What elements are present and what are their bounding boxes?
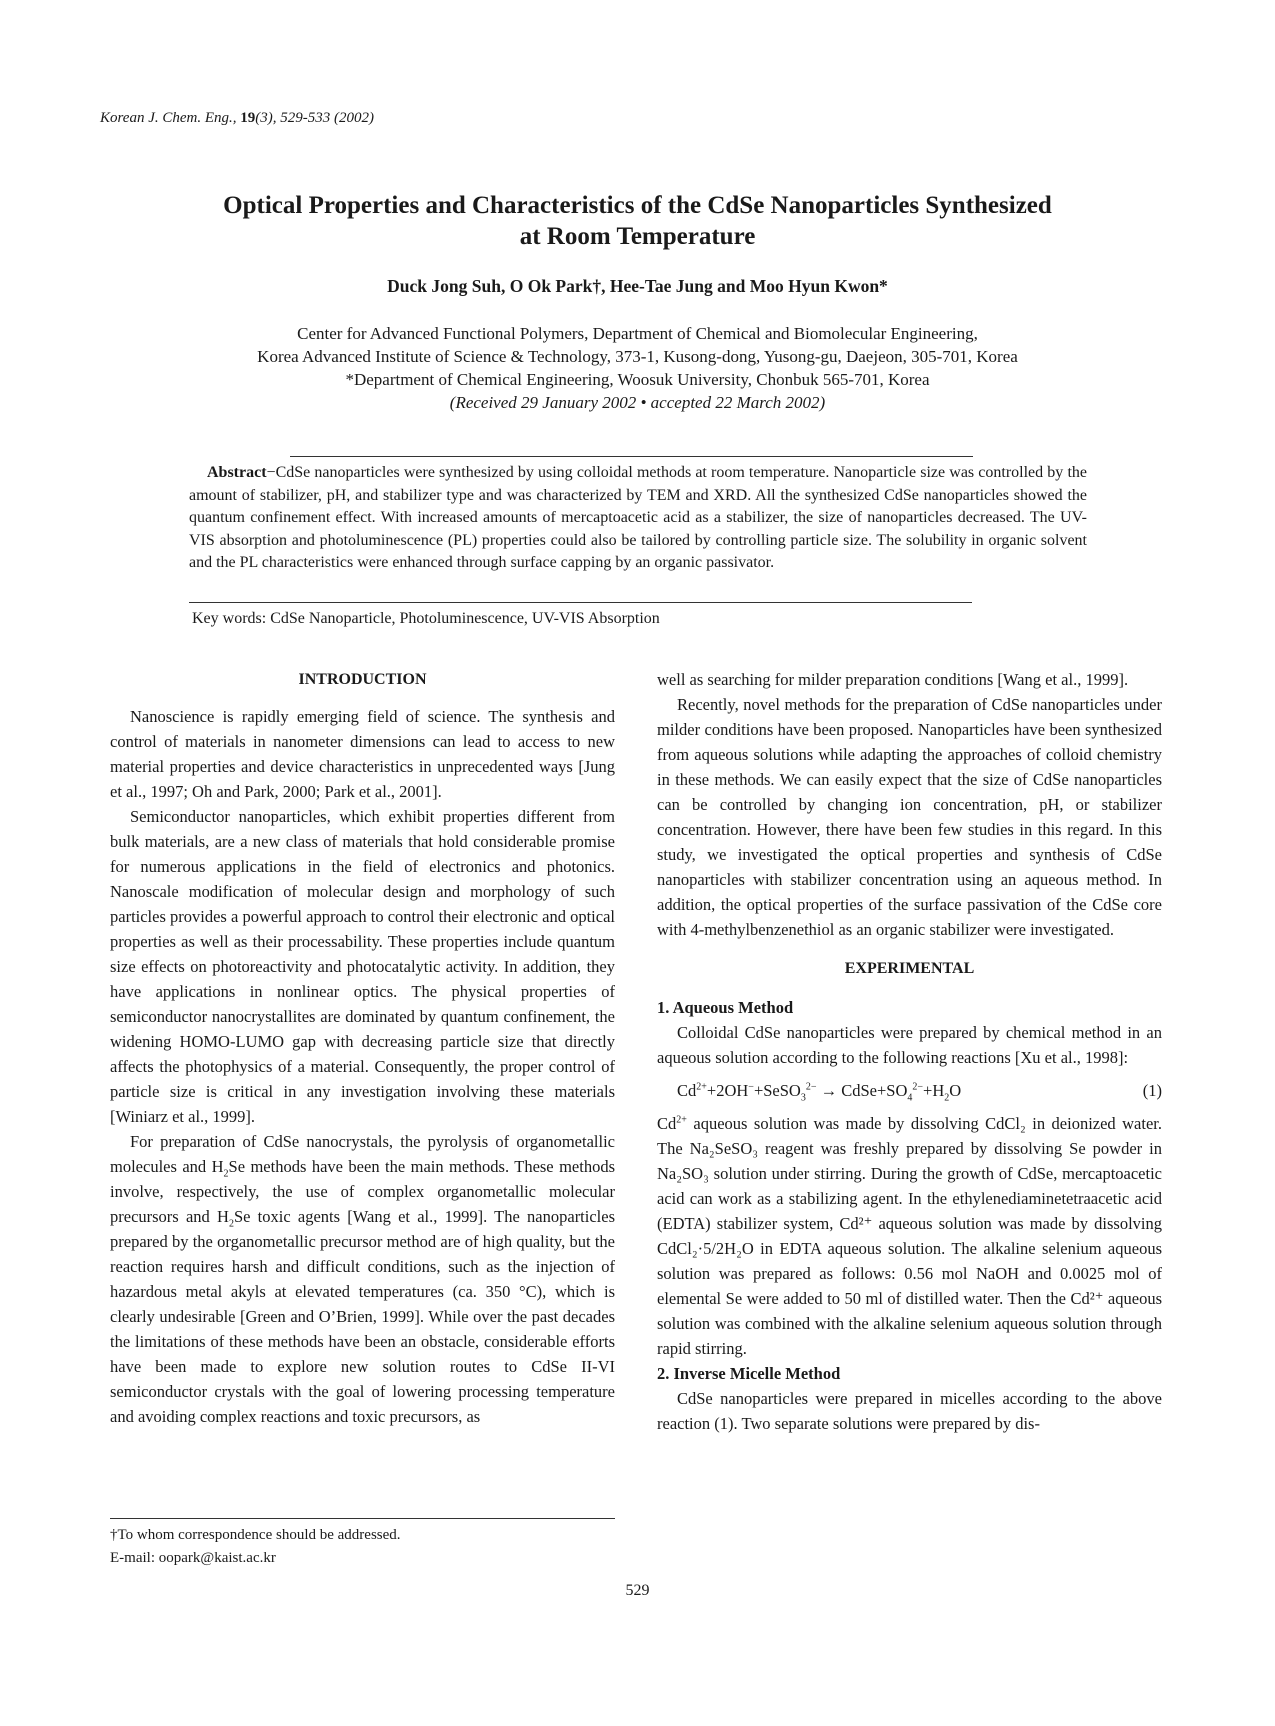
abstract-label: Abstract [207, 464, 267, 481]
paragraph: Semiconductor nanoparticles, which exhibit properties different from bulk materials, are a new class of materials that hold considerable promise for numerous applications in the field of electronics and photonics. Nanoscale modification of molecular design and morphology of such particles provides a powerful approach to control their electronic and optical properties as well as their processability. These properties include quantum size effects on photoreactivity and photocatalytic activity. In addition, they have applications in nonlinear optics. The physical properties of semiconductor nanocrystallites are dominated by quantum confinement, the widening HOMO-LUMO gap with decreasing particle size that directly affects the photophysics of a material. Consequently, the proper control of particle size is critical in any investigation involving these materials [Winiarz et al., 1999]. [110, 807, 615, 1126]
paragraph: Recently, novel methods for the preparation of CdSe nanoparticles under milder conditions have been proposed. Nanoparticles have been synthesized from aqueous solutions while adapting the approaches of colloid chemistry in these methods. We can easily expect that the size of CdSe nanoparticles can be controlled by changing ion concentration, pH, or stabilizer concentration. However, there have been few studies in this regard. In this study, we investigated the optical properties and synthesis of CdSe nanoparticles with stabilizer concentration using an aqueous method. In addition, the optical properties of the surface passivation of the CdSe core with 4-methylbenzenethiol as an organic stabilizer were investigated. [657, 695, 1162, 939]
affiliation-line: Korea Advanced Institute of Science & Technology, 373-1, Kusong-dong, Yusong-gu, Daejeon, 305-701, Korea [257, 347, 1018, 366]
footnote-email: E-mail: oopark@kaist.ac.kr [110, 1550, 276, 1566]
title-line-1: Optical Properties and Characteristics of the CdSe Nanoparticles Synthesized [223, 192, 1052, 219]
equation-number: (1) [1142, 1081, 1162, 1100]
section-heading-introduction: INTRODUCTION [298, 671, 427, 688]
paragraph: CdSe nanoparticles were prepared in micelles according to the above reaction (1). Two separate solutions were prepared by dis- [657, 1389, 1162, 1433]
author-list: Duck Jong Suh, O Ok Park†, Hee-Tae Jung and Moo Hyun Kwon* [387, 276, 888, 296]
subsection-heading: 2. Inverse Micelle Method [657, 1364, 841, 1383]
affiliation-line: *Department of Chemical Engineering, Woosuk University, Chonbuk 565-701, Korea [345, 370, 930, 389]
abstract-text: −CdSe nanoparticles were synthesized by using colloidal methods at room temperature. Nanoparticle size was controlled by the amount of stabilizer, pH, and stabilizer type and was characterized by TEM and XRD. All the synthesized CdSe nanoparticles showed the quantum confinement effect. With increased amounts of mercaptoacetic acid as a stabilizer, the size of nanoparticles decreased. The UV-VIS absorption and photoluminescence (PL) properties could also be tailored by controlling particle size. The solubility in organic solvent and the PL characteristics were enhanced through surface capping by an organic passivator. [189, 464, 1087, 571]
footnote-rule [110, 1518, 615, 1519]
page-number: 529 [625, 1582, 650, 1599]
paper-title [120, 190, 1155, 252]
equation-1 [657, 1078, 1162, 1103]
paragraph: well as searching for milder preparation conditions [Wang et al., 1999]. [657, 670, 1129, 689]
title-line-2: at Room Temperature [519, 223, 756, 250]
journal-citation: Korean J. Chem. Eng., 19(3), 529-533 (2002) [100, 110, 374, 126]
paragraph: Colloidal CdSe nanoparticles were prepared by chemical method in an aqueous solution according to the following reactions [Xu et al., 1998]: [657, 1023, 1162, 1067]
paragraph: For preparation of CdSe nanocrystals, the pyrolysis of organometallic molecules and $H_2Se$ methods have been the main methods. These methods involve, respectively, the use of complex organometallic molecular precursors and $H_2Se$ toxic agents [Wang et al., 1999]. The nanoparticles prepared by the organometallic precursor method are of high quality, but the reaction requires harsh and difficult conditions, such as the injection of hazardous metal akyls at elevated temperatures (ca. 350 °C), which is clearly undesirable [Green and O’Brien, 1999]. While over the past decades the limitations of these methods have been an obstacle, considerable efforts have been made to explore new solution routes to CdSe II-VI semiconductor crystals with the goal of lowering processing temperature and avoiding complex reactions and toxic precursors, as [110, 1132, 616, 1426]
affiliations [120, 322, 1155, 414]
paragraph: Nanoscience is rapidly emerging field of science. The synthesis and control of materials in nanometer dimensions can lead to access to new material properties and device characteristics in unprecedented ways [Jung et al., 1997; Oh and Park, 2000; Park et al., 2001]. [110, 707, 615, 801]
equation-body: $Cd^{2+}+2OH^-+SeSO_3^{2-}$ → $CdSe+SO_4^{2-}+H_2O$ [677, 1081, 962, 1104]
abstract-top-rule [290, 456, 973, 457]
abstract-bottom-rule [189, 602, 972, 603]
right-column [657, 667, 1162, 1436]
subsection-heading: 1. Aqueous Method [657, 998, 794, 1017]
section-heading-experimental: EXPERIMENTAL [844, 960, 975, 977]
paragraph: $Cd^{2+}$ aqueous solution was made by dissolving CdCl₂ in deionized water. The Na₂SeSO₃ reagent was freshly prepared by dissolving Se powder in Na₂SO₃ solution under stirring. During the growth of CdSe, mercaptoacetic acid can work as a stabilizing agent. In the ethylenediaminetetraacetic acid (EDTA) stabilizer system, Cd²⁺ aqueous solution was made by dissolving CdCl₂·5/2H₂O in EDTA aqueous solution. The alkaline selenium aqueous solution was prepared as follows: 0.56 mol NaOH and 0.0025 mol of elemental Se were added to 50 ml of distilled water. Then the Cd²⁺ aqueous solution was combined with the alkaline selenium aqueous solution through rapid stirring. [657, 1114, 1162, 1358]
affiliation-line: Center for Advanced Functional Polymers, Department of Chemical and Biomolecular Engineering, [297, 324, 978, 343]
footnote [110, 1524, 401, 1570]
keywords: Key words: CdSe Nanoparticle, Photoluminescence, UV-VIS Absorption [192, 610, 660, 627]
received-dates: (Received 29 January 2002 • accepted 22 March 2002) [449, 393, 826, 412]
footnote-correspondence: †To whom correspondence should be addressed. [110, 1527, 401, 1543]
abstract [189, 462, 1087, 575]
left-column [110, 667, 615, 1429]
